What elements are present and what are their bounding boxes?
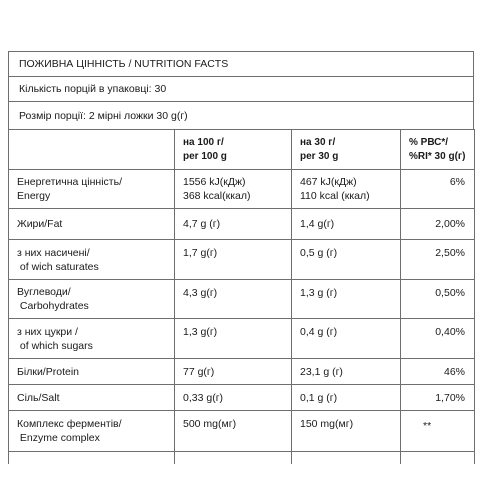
table-row — [9, 385, 475, 411]
table-row — [9, 170, 475, 209]
per30-value-2: 110 kcal (ккал) — [300, 190, 370, 202]
per30-value: 150 mg(мг) — [300, 418, 354, 430]
per100-cell — [175, 319, 292, 359]
ri-cell — [401, 319, 475, 359]
header-per-100g-line2: per 100 g — [183, 150, 227, 162]
ri-cell — [401, 280, 475, 319]
table-row-empty — [9, 452, 475, 464]
per30-value: 467 kJ(кДж) — [300, 176, 357, 188]
per100-value: 77 g(г) — [183, 365, 215, 378]
table-row — [9, 359, 475, 385]
ri-value: 46% — [443, 365, 465, 378]
nutrient-name: Жири/Fat — [17, 218, 63, 230]
header-ri-line1: % РВС*/ — [409, 136, 449, 148]
title-row — [8, 51, 474, 77]
table-row — [9, 411, 475, 452]
per100-value: 500 mg(мг) — [183, 418, 237, 430]
per100-cell — [175, 209, 292, 240]
empty-cell — [175, 452, 292, 464]
nutrient-name-en: Enzyme complex — [17, 432, 100, 444]
per30-cell — [292, 385, 401, 411]
per100-cell — [175, 385, 292, 411]
per30-cell — [292, 411, 401, 452]
per100-value: 0,33 g(г) — [183, 391, 224, 404]
ri-cell — [401, 240, 475, 280]
ri-cell — [401, 411, 475, 452]
per30-cell — [292, 209, 401, 240]
per30-cell — [292, 280, 401, 319]
per100-value: 1,7 g(г) — [183, 246, 218, 259]
per100-cell — [175, 411, 292, 452]
nutrient-name-en: Energy — [17, 190, 51, 202]
per30-cell — [292, 319, 401, 359]
per100-value: 4,7 g (г) — [183, 218, 221, 230]
ri-cell — [401, 385, 475, 411]
header-per-30g-line1: на 30 г/ — [300, 136, 336, 148]
per100-value: 4,3 g(г) — [183, 287, 218, 299]
header-ri — [401, 130, 475, 170]
nutrition-title: ПОЖИВНА ЦІННІСТЬ / NUTRITION FACTS — [19, 58, 229, 70]
nutrition-table — [8, 129, 475, 464]
table-row — [9, 319, 475, 359]
table-header-row — [9, 130, 475, 170]
per30-value: 0,5 g (г) — [300, 246, 338, 259]
ri-value: 0,50% — [435, 287, 465, 299]
per30-value: 1,3 g (г) — [300, 287, 338, 299]
ri-cell — [401, 209, 475, 240]
nutrient-name: Білки/Protein — [17, 365, 79, 378]
serving-size-row — [8, 101, 474, 130]
per30-cell — [292, 359, 401, 385]
header-ri-line2: %RI* 30 g(г) — [409, 150, 466, 162]
ri-value: 1,70% — [435, 391, 465, 404]
per100-value: 1,3 g(г) — [183, 325, 218, 338]
nutrient-name-en: of wich saturates — [17, 260, 99, 273]
per100-cell — [175, 170, 292, 209]
nutrient-name: з них насичені/ — [17, 246, 90, 259]
per100-cell — [175, 280, 292, 319]
per100-value-2: 368 kcal(ккал) — [183, 190, 251, 202]
nutrient-cell — [9, 359, 175, 385]
nutrient-name: Вуглеводи/ — [17, 286, 71, 298]
ri-value: 2,00% — [435, 218, 465, 230]
header-nutrient — [9, 130, 175, 170]
per30-cell — [292, 170, 401, 209]
nutrient-cell — [9, 240, 175, 280]
table-row — [9, 209, 475, 240]
nutrient-name: з них цукри / — [17, 325, 78, 338]
ri-value: ** — [423, 420, 432, 432]
ri-value: 2,50% — [435, 246, 465, 259]
nutrient-cell — [9, 280, 175, 319]
empty-cell — [9, 452, 175, 464]
nutrient-name: Сіль/Salt — [17, 391, 60, 404]
per30-value: 0,4 g (г) — [300, 325, 338, 338]
nutrient-cell — [9, 170, 175, 209]
nutrient-cell — [9, 319, 175, 359]
servings-per-container: Кількість порцій в упаковці: 30 — [19, 83, 167, 95]
empty-cell — [401, 452, 475, 464]
ri-cell — [401, 359, 475, 385]
per30-value: 1,4 g(г) — [300, 218, 335, 230]
nutrient-name: Комплекс ферментів/ — [17, 418, 122, 430]
per30-value: 23,1 g (г) — [300, 365, 343, 378]
header-per-30g-line2: per 30 g — [300, 150, 339, 162]
ri-value: 6% — [449, 176, 465, 188]
nutrient-cell — [9, 385, 175, 411]
nutrient-cell — [9, 209, 175, 240]
ri-cell — [401, 170, 475, 209]
per100-cell — [175, 240, 292, 280]
empty-cell — [292, 452, 401, 464]
nutrient-name-en: of which sugars — [17, 339, 93, 352]
nutrient-name: Енергетична цінність/ — [17, 176, 122, 188]
nutrient-cell — [9, 411, 175, 452]
per100-value: 1556 kJ(кДж) — [183, 176, 246, 188]
per100-cell — [175, 359, 292, 385]
servings-row — [8, 76, 474, 102]
table-row — [9, 280, 475, 319]
table-row — [9, 240, 475, 280]
header-per-30g — [292, 130, 401, 170]
per30-value: 0,1 g (г) — [300, 391, 338, 404]
nutrient-name-en: Carbohydrates — [17, 300, 89, 312]
serving-size: Розмір порції: 2 мірні ложки 30 g(г) — [19, 110, 188, 122]
per30-cell — [292, 240, 401, 280]
ri-value: 0,40% — [435, 325, 465, 338]
header-per-100g-line1: на 100 г/ — [183, 136, 224, 148]
header-per-100g — [175, 130, 292, 170]
